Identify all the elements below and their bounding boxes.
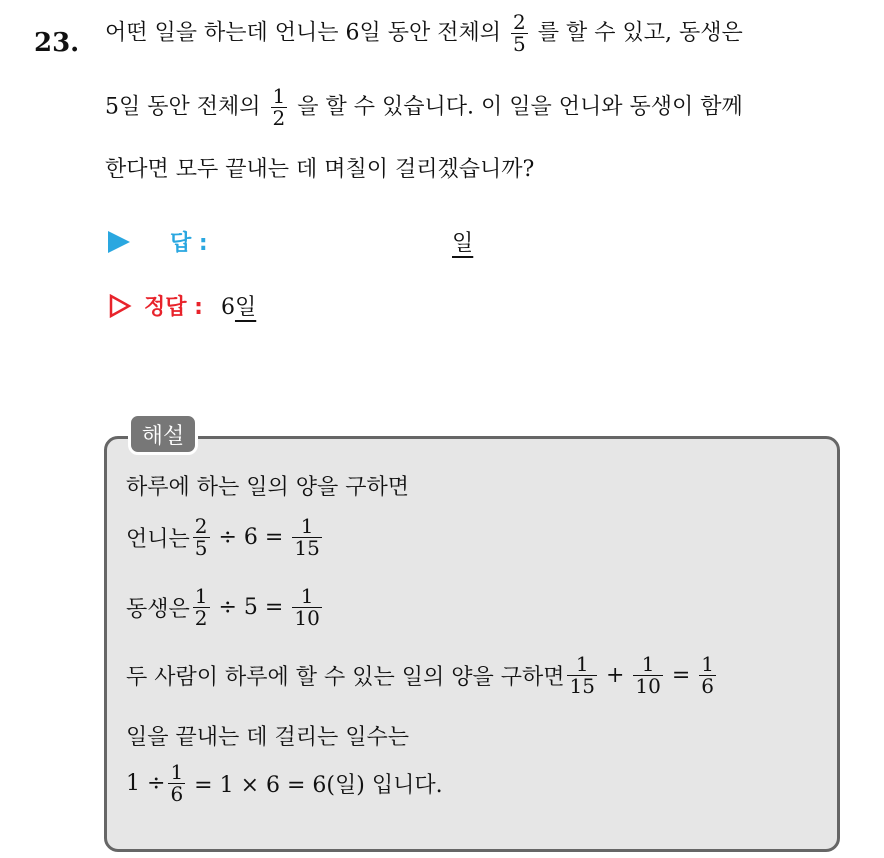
solution-line-1: 하루에 하는 일의 양을 구하면 (126, 475, 409, 500)
correct-answer-row (108, 290, 256, 321)
answer-blank[interactable]: 일 (452, 231, 474, 256)
answer-label: 답 : (170, 231, 208, 256)
correct-answer-value: 6일 (220, 295, 257, 320)
question-text: 어떤 일을 하는데 언니는 6일 동안 전체의 (105, 20, 501, 46)
solution-line-5: 일을 끝내는 데 걸리는 일수는 (126, 725, 409, 750)
fraction: $\frac{2}{5}$ (513, 10, 526, 56)
fraction: $\frac{1}{2}$ (272, 84, 286, 130)
solution-tag: 해설 (128, 413, 198, 455)
question-line-1 (105, 12, 743, 55)
solution-line-3: 동생은 $\frac{1}{2}$ ÷ 5 = $\frac{1}{10}$ (126, 584, 320, 630)
question-line-3: 한다면 모두 끝내는 데 며칠이 걸리겠습니까? (105, 157, 535, 182)
question-text: 를 할 수 있고, 동생은 (537, 20, 743, 46)
solution-line-2: 언니는 $\frac{2}{5}$ ÷ 6 = $\frac{1}{15}$ (126, 514, 320, 560)
play-outline-icon (108, 294, 132, 318)
question-text: 을 할 수 있습니다. 이 일을 언니와 동생이 함께 (297, 94, 743, 120)
question-number: 23. (34, 28, 80, 58)
solution-line-4: 두 사람이 하루에 할 수 있는 일의 양을 구하면 $\frac{1}{15}$ + $\frac{1}{10}$ = $\frac{1}{6}$ (126, 652, 714, 698)
question-line-2 (105, 86, 743, 129)
question-text: 5일 동안 전체의 (105, 94, 261, 120)
correct-answer-label: 정답 : (144, 295, 203, 320)
answer-row (108, 226, 208, 257)
solution-line-6: 1 ÷ $\frac{1}{6}$ = 1 × 6 = 6(일) 입니다. (126, 760, 443, 806)
play-icon (108, 231, 130, 253)
